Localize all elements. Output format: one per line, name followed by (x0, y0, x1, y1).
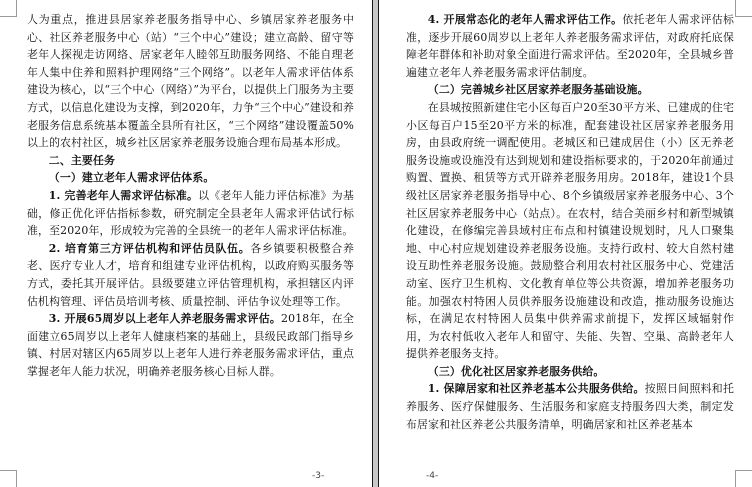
page-text (27, 11, 354, 380)
subsection-heading: （三）优化社区居家养老服务供给。 (427, 364, 605, 378)
document-page-left (0, 0, 372, 487)
document-page-right (379, 0, 752, 487)
item-lead: 2. 培育第三方评估机构和评估员队伍。 (48, 241, 251, 255)
item-text: 各乡镇要积极整合养老、医疗专业人才，培育和组建专业评估机构，以政府购买服务等方式，委托其开展评估。县级要建立评估管理机构，承担辖区内评估机构管理、评估员培训考核、质量控制、评估争议处理等工作。 (27, 241, 355, 308)
page-number: -3- (312, 471, 325, 481)
section-heading: 二、主要任务 (48, 153, 116, 167)
page-divider (372, 0, 379, 487)
item-text: 按照日间照料和托养服务、医疗保健服务、生活服务和家庭支持服务四大类，制定发布居家和社区养老公共服务清单，明确居家和社区养老基本 (406, 382, 735, 431)
item-text: 依托老年人需求评估标准，逐步开展60周岁以上老年人养老服务需求评估，对政府托底保障老年群体和补助对象全面进行需求评估。至2020年，全县城乡普遍建立老年人养老服务需求评估制度。 (406, 13, 734, 79)
item-text: 2018年，在全面建立65周岁以上老年人健康档案的基础上，县级民政部门指导乡镇、村居对辖区内65周岁以上老年人进行养老服务需求评估，重点掌握老年人能力状况，明确养老服务核心目标人群。 (27, 312, 354, 378)
body-paragraph (406, 380, 734, 433)
item-lead: 1. 完善老年人需求评估标准。 (48, 188, 199, 202)
body-paragraph: 在县城按照新建住宅小区每百户20至30平方米、已建成的住宅小区每百户15至20平方米的标准，配套建设社区居家养老服务用房，由县政府统一调配使用。老城区和已建成居住（小）区无养老服务设施或设施没有达到规划和建设指标要求的，于2020年前通过购置、置换、租赁等方式开辟养老服务用房。2018年，建设1个县级社区居家养老服务指导中心、8个乡镇级居家养老服务中心、3个社区居家养老服务中心（站点）。在农村，结合美丽乡村和新型城镇化建设，在修编完善县域村庄布点和村镇建设规划时，凡人口聚集地、中心村应规划建设养老服务设施。支持行政村、较大自然村建设互助性养老服务设施。鼓励整合利用农村社区服务中心、党建活动室、医疗卫生机构、文化教育单位等公共资源，增加养老服务功能。加强农村特困人员供养服务设施建设和改造，推动服务设施达标，在满足农村特困人员集中供养需求前提下，发挥区域辐射作用，为农村低收入老年人和留守、失能、失智、空巢、高龄老年人提供养老服务支持。 (406, 100, 734, 361)
body-paragraph (27, 310, 354, 380)
crop-mark (735, 0, 752, 17)
crop-mark (0, 0, 17, 17)
subsection-heading: （一）建立老年人需求评估体系。 (48, 171, 215, 185)
item-text: 以《老年人能力评估标准》为基础，修正优化评估指标参数，研究制定全县老年人需求评估试行标准，至2020年，形成较为完善的全县统一的老年人需求评估标准。 (27, 188, 354, 238)
body-paragraph: 人为重点，推进县居家养老服务指导中心、乡镇居家养老服务中心、社区养老服务中心（站）“三个中心”建设；建立高龄、留守等老年人探视走访网络、居家老年人睦邻互助服务网络、不能自理老年人集中住养和照料护理网络“三个网络”。以老年人需求评估体系建设为核心，以“三个中心（网络）”为平台，以提供上门服务为主要方式，以信息化建设为支撑，到2020年，力争“三个中心”建设和养老服务信息系统基本覆盖全县所有社区，“三个网络”建设覆盖50%以上的农村社区，城乡社区居家养老服务设施合理布局基本形成。 (27, 13, 354, 150)
subsection-heading: （二）完善城乡社区居家养老服务基础设施。 (427, 83, 649, 97)
crop-mark (0, 470, 17, 487)
item-lead: 1. 保障居家和社区养老基本公共服务供给。 (427, 382, 645, 396)
item-lead: 4. 开展常态化的老年人需求评估工作。 (427, 13, 623, 26)
item-lead: 3. 开展65周岁以上老年人养老服务需求评估。 (48, 312, 282, 326)
body-paragraph (27, 240, 354, 310)
page-text (406, 11, 734, 433)
page-number: -4- (426, 471, 439, 481)
body-paragraph (27, 187, 354, 240)
crop-mark (735, 470, 752, 487)
body-paragraph (406, 11, 734, 81)
